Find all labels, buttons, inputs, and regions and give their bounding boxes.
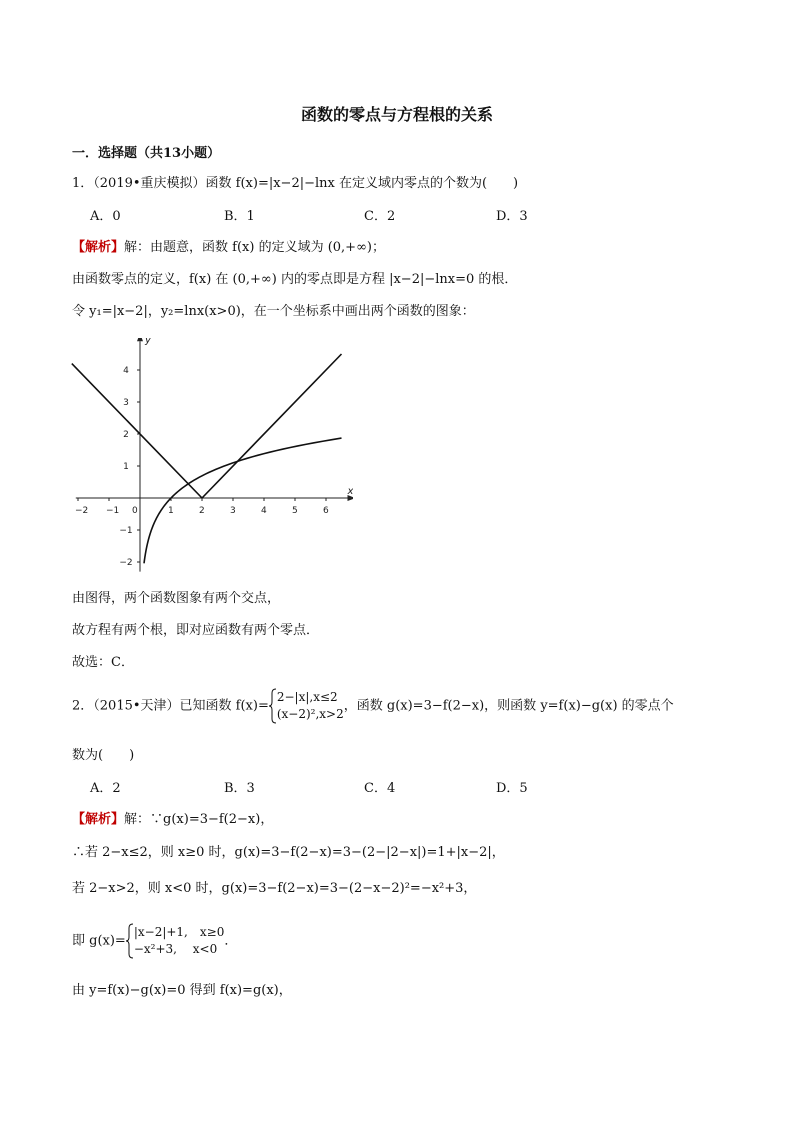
- q2-solution-line-1: 【解析】解：∵g(x)=3−f(2−x)，: [72, 812, 274, 827]
- x-tick-label: 5: [292, 506, 298, 516]
- x-tick-label: −1: [106, 506, 120, 516]
- q2-solution-line-2: ∴若 2−x≤2，则 x≥0 时，g(x)=3−f(2−x)=3−(2−|2−x|)=1+|x−2|，: [72, 845, 505, 860]
- y-axis-label: y: [145, 338, 151, 347]
- q1-option-c: C．2: [364, 209, 396, 224]
- q2-stem: 2．（2015•天津）已知函数 f(x)=2−|x|,x≤2 (x−2)²,x>2，函数 g(x)=3−f(2−x)，则函数 y=f(x)−g(x) 的零点个: [72, 688, 674, 725]
- q2-solution-line-4: 即 g(x)=|x−2|+1, x≥0 −x²+3, x<0．: [72, 923, 237, 960]
- q2-option-c: C．4: [364, 781, 396, 796]
- section-heading: 一．选择题（共13小题）: [72, 146, 221, 161]
- y-tick-label: −1: [119, 526, 133, 536]
- left-brace-icon: [269, 688, 277, 724]
- series-line-1: [72, 354, 342, 498]
- solution-label: 【解析】: [72, 240, 125, 255]
- q2-solution-line-5: 由 y=f(x)−g(x)=0 得到 f(x)=g(x)，: [72, 983, 292, 998]
- x-tick-label: 3: [230, 506, 236, 516]
- q2-solution-line-3: 若 2−x>2，则 x<0 时，g(x)=3−f(2−x)=3−(2−x−2)²=−x²+3，: [72, 881, 477, 896]
- x-tick-label: −2: [75, 506, 89, 516]
- x-tick-label: 2: [199, 506, 205, 516]
- q1-options: [90, 208, 690, 226]
- x-axis-label: x: [347, 486, 353, 497]
- q1-answer: 故选：C．: [72, 655, 134, 670]
- y-tick-label: −2: [119, 558, 133, 568]
- q1-solution-line-1: 【解析】解：由题意，函数 f(x) 的定义域为 (0,+∞)；: [72, 240, 385, 255]
- y-tick-label: 1: [123, 462, 129, 472]
- q1-solution-line-4: 由图得，两个函数图象有两个交点，: [72, 591, 281, 606]
- graph-svg: [68, 338, 353, 573]
- y-axis-arrow-icon: [137, 338, 143, 341]
- x-tick-label: 1: [168, 506, 174, 516]
- x-tick-label: 0: [132, 506, 138, 516]
- q1-option-d: D．3: [496, 209, 528, 224]
- x-tick-label: 4: [261, 506, 267, 516]
- q1-option-b: B．1: [224, 209, 255, 224]
- q1-stem: 1．（2019•重庆模拟）函数 f(x)=|x−2|−lnx 在定义域内零点的个数为( ): [72, 176, 519, 191]
- q2-stem-continued: 数为( ): [72, 748, 135, 763]
- q2-option-d: D．5: [496, 781, 528, 796]
- left-brace-icon: [126, 923, 134, 959]
- y-tick-label: 4: [123, 366, 129, 376]
- q1-solution-line-2: 由函数零点的定义，f(x) 在 (0,+∞) 内的零点即是方程 |x−2|−lnx=0 的根．: [72, 272, 518, 287]
- page-title: 函数的零点与方程根的关系: [300, 105, 493, 124]
- y-tick-label: 2: [123, 430, 129, 440]
- q1-solution-line-3: 令 y₁=|x−2|，y₂=lnx(x>0)，在一个坐标系中画出两个函数的图象：: [72, 304, 475, 319]
- function-graph: [68, 338, 353, 573]
- q2-options: [90, 780, 690, 798]
- x-tick-label: 6: [323, 506, 329, 516]
- q1-option-a: A．0: [90, 209, 121, 224]
- solution-label: 【解析】: [72, 812, 125, 827]
- q2-option-b: B．3: [224, 781, 255, 796]
- g-piecewise: |x−2|+1, x≥0 −x²+3, x<0: [133, 925, 225, 956]
- q1-solution-line-5: 故方程有两个根，即对应函数有两个零点．: [72, 623, 320, 638]
- q2-option-a: A．2: [90, 781, 121, 796]
- q2-piecewise: 2−|x|,x≤2 (x−2)²,x>2: [276, 690, 344, 721]
- y-tick-label: 3: [123, 398, 129, 408]
